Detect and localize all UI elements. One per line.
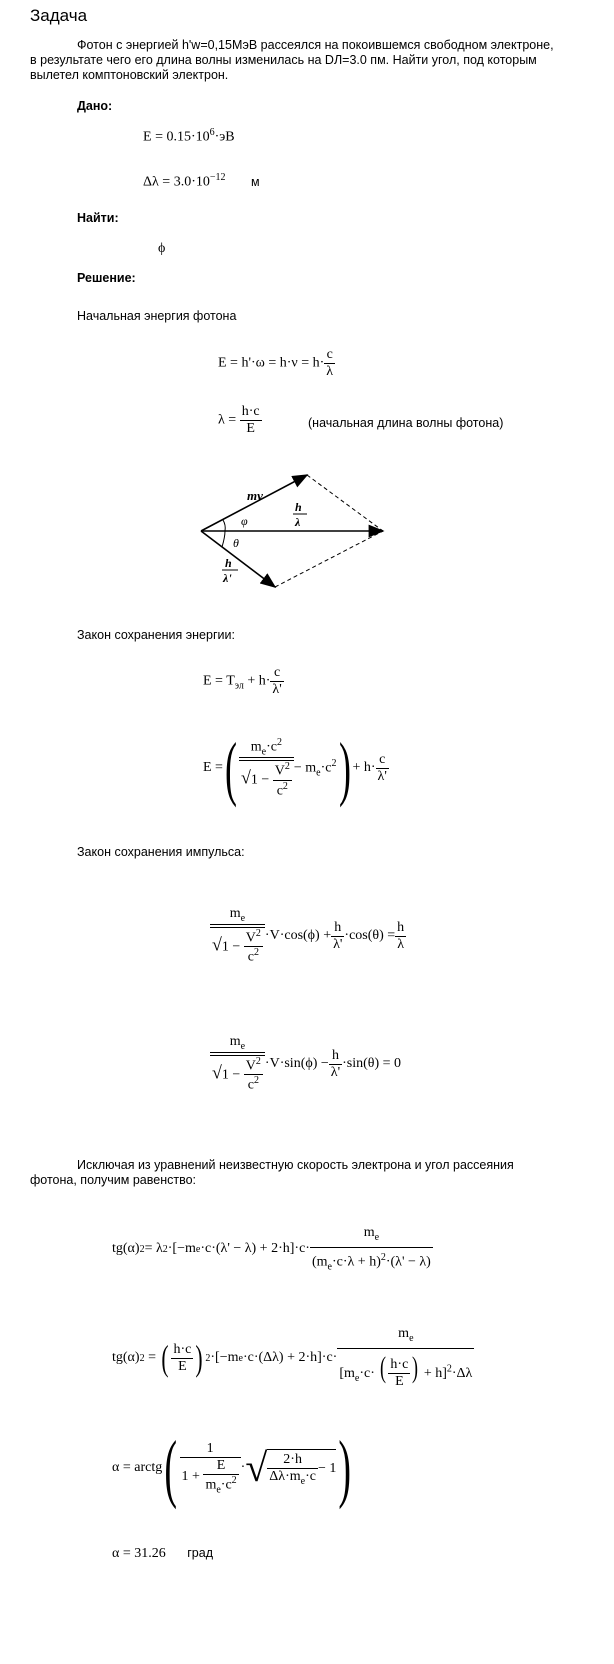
label-theta: θ	[233, 536, 239, 550]
label-lambda: λ	[295, 515, 301, 529]
eq-initial-wavelength: λ = $\frac{h\cdot c}{E}$	[218, 404, 260, 436]
eq-alpha-arctg: α = arctg ( 1 1 + $\frac{E}{m_e\cdot c^2}$ · √ $\frac{2\cdot h}{\Delta\lambda\cdot m_e\cdot c}$ − 1 )	[112, 1426, 352, 1510]
problem-line-1: Фотон с энергией h'w=0,15МэВ рассеялся на покоившемся свободном электроне,	[77, 38, 554, 52]
problem-line-2: в результате чего его длина волны изменилась на DЛ=3.0 пм. Найти угол, под которым	[30, 53, 537, 67]
label-h-2: h	[225, 556, 232, 570]
eq-initial-wavelength-note: (начальная длина волны фотона)	[308, 416, 504, 430]
find-symbol: ϕ	[158, 241, 166, 256]
excluding-line-1: Исключая из уравнений неизвестную скорость электрона и угол рассеяния	[77, 1158, 514, 1172]
electron-momentum-vector	[201, 475, 307, 531]
momentum-vector-diagram	[195, 465, 395, 595]
find-heading: Найти:	[77, 211, 119, 225]
label-mv: mv	[247, 488, 263, 503]
eq-tan-alpha-2: tg(α) 2 = ( $\frac{h\cdot c}{E}$ ) 2 · [−m e ·c·(Δλ) + 2·h]·c· $m_e$ [$m_e\cdot c\cdot$ ( $\frac{h\cdot c}{E}$ ) + h]$^2$·Δλ	[112, 1325, 473, 1390]
solution-heading: Решение:	[77, 271, 136, 285]
energy-law-label: Закон сохранения энергии:	[77, 628, 235, 642]
eq-energy-relativistic: E = ( $m_e\cdot c^2$ √1 − $\frac{V^2}{c^2}$ − $m_e\cdot c^2$ ) + h· $\frac{c}{\lambda'}$	[203, 728, 387, 808]
eq-energy-conservation: $E = T_{эл} + h\cdot$ $\frac{c}{\lambda'}$	[203, 665, 282, 697]
eq-tan-alpha-1: tg(α) 2 = λ 2 · [−m e ·c·(λ' − λ) + 2·h]·c· $\frac{m_e}{(m_e\cdot c\cdot\lambda + h)^2\cdot(\lambda' - \lambda)}$	[112, 1225, 431, 1273]
answer: α = 31.26 град	[112, 1546, 213, 1561]
label-phi: φ	[241, 514, 248, 528]
excluding-line-2: фотона, получим равенство:	[30, 1173, 197, 1187]
dashed-line-lower	[275, 531, 383, 587]
page-title: Задача	[30, 6, 88, 25]
label-lambda-prime: λ'	[223, 571, 232, 585]
momentum-law-label: Закон сохранения импульса:	[77, 845, 245, 859]
given-delta-lambda: $\Delta\lambda = 3.0\cdot 10^{-12}$ м	[143, 172, 260, 190]
label-h: h	[295, 500, 302, 514]
dashed-line-upper	[307, 475, 383, 531]
initial-energy-label: Начальная энергия фотона	[77, 309, 237, 323]
eq-momentum-x: $m_e$ √1 − $\frac{V^2}{c^2}$ ·V·cos(ϕ) + $\frac{h}{\lambda'}$ ·cos(θ) = $\frac{h}{\lambda}$	[212, 905, 405, 966]
problem-line-3: вылетел комптоновский электрон.	[30, 68, 229, 82]
eq-momentum-y: $m_e$ √1 − $\frac{V^2}{c^2}$ ·V·sin(ϕ) − $\frac{h}{\lambda'}$ ·sin(θ) = 0	[212, 1033, 402, 1094]
given-heading: Дано:	[77, 99, 113, 113]
eq-photon-energy: E = h'·ω = h·ν = h· $\frac{c}{\lambda}$	[218, 347, 334, 379]
given-energy: $E = 0.15\cdot 10^6\cdot эВ$	[143, 127, 235, 145]
